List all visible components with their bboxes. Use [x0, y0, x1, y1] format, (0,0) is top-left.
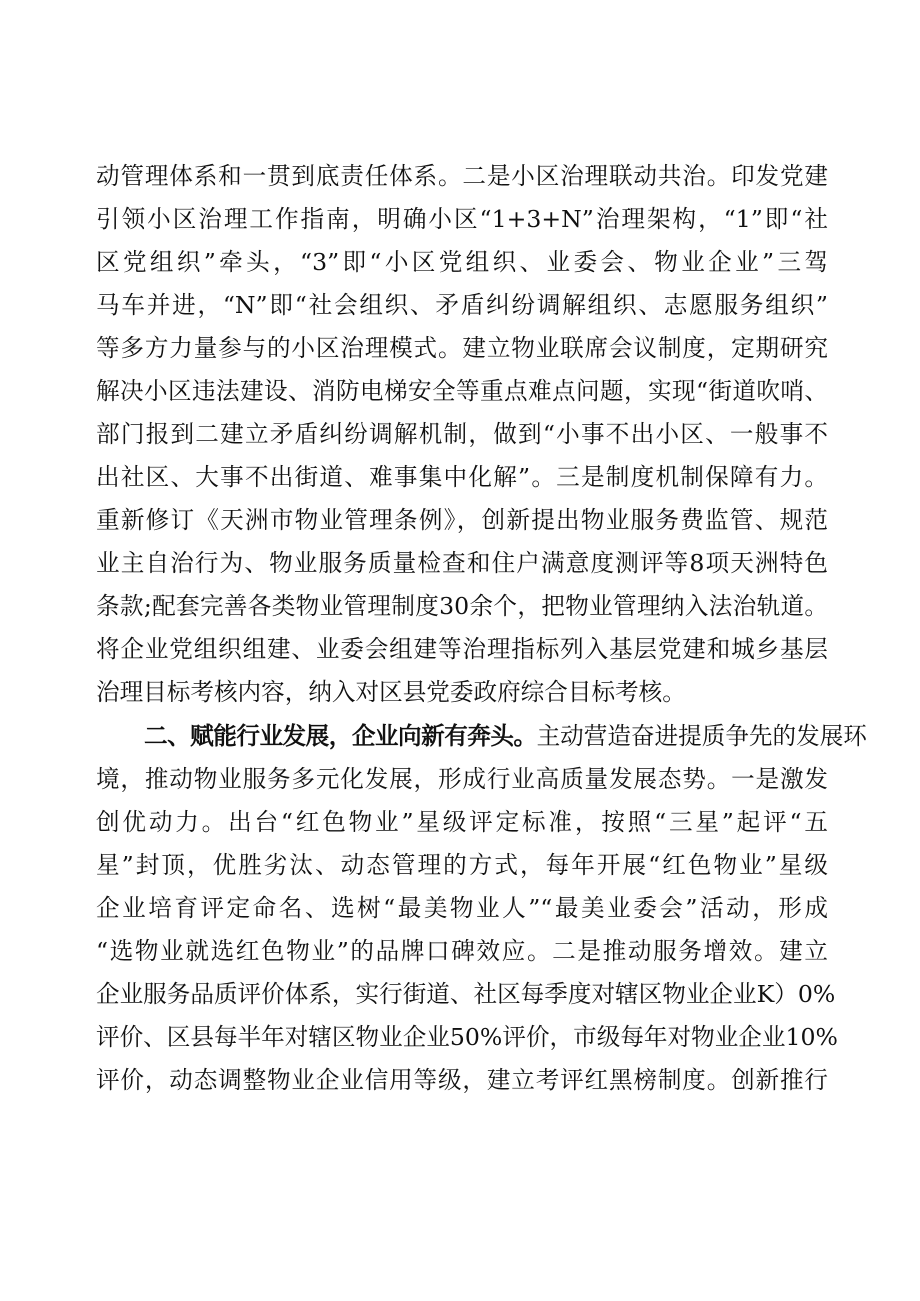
paragraph-line: 动管理体系和一贯到底责任体系。二是小区治理联动共治。印发党建 [96, 162, 828, 190]
paragraph-line: 创优动力。出台“红色物业”星级评定标准，按照“三星”起评“五 [96, 808, 828, 836]
paragraph-line: 部门报到二建立矛盾纠纷调解机制，做到“小事不出小区、一般事不 [96, 420, 828, 448]
section-heading-line [144, 718, 867, 754]
section-heading: 二、赋能行业发展，企业向新有奔头。 [144, 722, 537, 750]
paragraph-line: 评价、区县每半年对辖区物业企业50%评价，市级每年对物业企业10% [96, 1023, 838, 1051]
paragraph-line: 治理目标考核内容，纳入对区县党委政府综合目标考核。 [96, 678, 686, 706]
paragraph-line: 条款;配套完善各类物业管理制度30余个，把物业管理纳入法治轨道。 [96, 592, 828, 620]
paragraph-line: 境，推动物业服务多元化发展，形成行业高质量发展态势。一是激发 [96, 765, 828, 793]
paragraph-line: 等多方力量参与的小区治理模式。建立物业联席会议制度，定期研究 [96, 334, 828, 362]
paragraph-line: 解决小区违法建设、消防电梯安全等重点难点问题，实现“街道吹哨、 [96, 377, 828, 405]
paragraph-line: 马车并进，“N”即“社会组织、矛盾纠纷调解组织、志愿服务组织” [96, 291, 828, 319]
paragraph-line: 企业服务品质评价体系，实行街道、社区每季度对辖区物业企业K）0% [96, 980, 836, 1008]
paragraph-line: 出社区、大事不出街道、难事集中化解”。三是制度机制保障有力。 [96, 463, 828, 491]
paragraph-line: 引领小区治理工作指南，明确小区“1+3+N”治理架构，“1”即“社 [96, 205, 828, 233]
paragraph-line: 区党组织”牵头，“3”即“小区党组织、业委会、物业企业”三驾 [96, 248, 828, 276]
paragraph-line: 重新修订《天洲市物业管理条例》，创新提出物业服务费监管、规范 [96, 506, 828, 534]
paragraph-line: 星”封顶，优胜劣汰、动态管理的方式，每年开展“红色物业”星级 [96, 851, 828, 879]
paragraph-line: 业主自治行为、物业服务质量检查和住户满意度测评等8项天洲特色 [96, 549, 828, 577]
paragraph-line: “选物业就选红色物业”的品牌口碑效应。二是推动服务增效。建立 [96, 937, 828, 965]
paragraph-line: 将企业党组织组建、业委会组建等治理指标列入基层党建和城乡基层 [96, 635, 828, 663]
paragraph-line: 评价，动态调整物业企业信用等级，建立考评红黑榜制度。创新推行 [96, 1066, 828, 1094]
heading-line-text: 主动营造奋进提质争先的发展环 [536, 722, 867, 750]
paragraph-line: 企业培育评定命名、选树“最美物业人”“最美业委会”活动，形成 [96, 894, 828, 922]
